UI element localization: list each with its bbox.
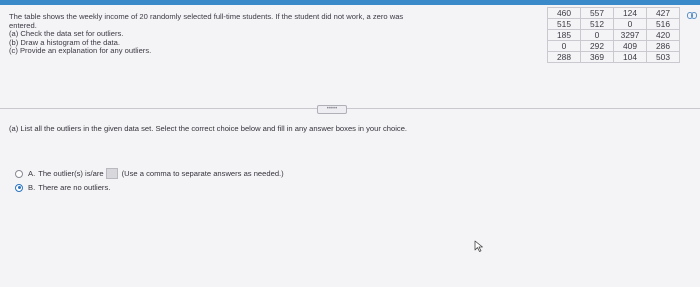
expand-handle-button[interactable]: ••••• bbox=[317, 105, 347, 114]
intro-line-1: The table shows the weekly income of 20 randomly selected full-time students. If the student did not work, a zero was bbox=[9, 12, 404, 21]
data-table-cell: 185 bbox=[548, 30, 581, 41]
data-table-cell: 104 bbox=[614, 52, 647, 63]
intro-part-a: (a) Check the data set for outliers. bbox=[9, 29, 124, 39]
data-table-cell: 512 bbox=[581, 19, 614, 30]
data-table-cell: 557 bbox=[581, 8, 614, 19]
option-a-letter: A. bbox=[28, 169, 36, 178]
data-table-cell: 0 bbox=[614, 19, 647, 30]
option-a-text: The outlier(s) is/are bbox=[38, 169, 104, 178]
data-table-row bbox=[548, 8, 680, 19]
section-divider bbox=[0, 108, 700, 109]
option-b-text: There are no outliers. bbox=[38, 183, 111, 192]
data-table-row bbox=[548, 30, 680, 41]
data-table-cell: 503 bbox=[647, 52, 680, 63]
data-table-row bbox=[548, 52, 680, 63]
data-table-row bbox=[548, 19, 680, 30]
top-accent-bar bbox=[0, 0, 700, 5]
intro-line-2: entered. bbox=[9, 20, 37, 30]
option-a[interactable] bbox=[15, 168, 284, 179]
data-table-cell: 3297 bbox=[614, 30, 647, 41]
option-b-letter: B. bbox=[28, 183, 36, 192]
intro-part-b: (b) Draw a histogram of the data. bbox=[9, 37, 121, 47]
data-table-cell: 124 bbox=[614, 8, 647, 19]
data-table-row bbox=[548, 41, 680, 52]
data-table-cell: 369 bbox=[581, 52, 614, 63]
option-b-radio[interactable] bbox=[15, 184, 23, 192]
data-table-cell: 0 bbox=[548, 41, 581, 52]
option-b[interactable] bbox=[15, 183, 110, 192]
data-table-cell: 420 bbox=[647, 30, 680, 41]
problem-statement bbox=[9, 13, 509, 56]
data-table-cell: 286 bbox=[647, 41, 680, 52]
intro-part-c: (c) Provide an explanation for any outliers. bbox=[9, 46, 152, 56]
option-a-radio[interactable] bbox=[15, 170, 23, 178]
data-table-cell: 0 bbox=[581, 30, 614, 41]
data-table-cell: 409 bbox=[614, 41, 647, 52]
data-table-cell: 427 bbox=[647, 8, 680, 19]
data-table-cell: 516 bbox=[647, 19, 680, 30]
copy-data-icon[interactable] bbox=[687, 12, 697, 19]
option-a-hint: (Use a comma to separate answers as needed.) bbox=[121, 169, 284, 178]
data-table-cell: 292 bbox=[581, 41, 614, 52]
outlier-answer-input[interactable] bbox=[106, 168, 118, 179]
data-table-cell: 288 bbox=[548, 52, 581, 63]
question-prompt: (a) List all the outliers in the given data set. Select the correct choice below and fill in any answer boxes in your choice. bbox=[9, 124, 408, 133]
income-data-table bbox=[547, 7, 680, 63]
data-table-cell: 460 bbox=[548, 8, 581, 19]
data-table-cell: 515 bbox=[548, 19, 581, 30]
mouse-pointer-icon bbox=[474, 240, 484, 252]
